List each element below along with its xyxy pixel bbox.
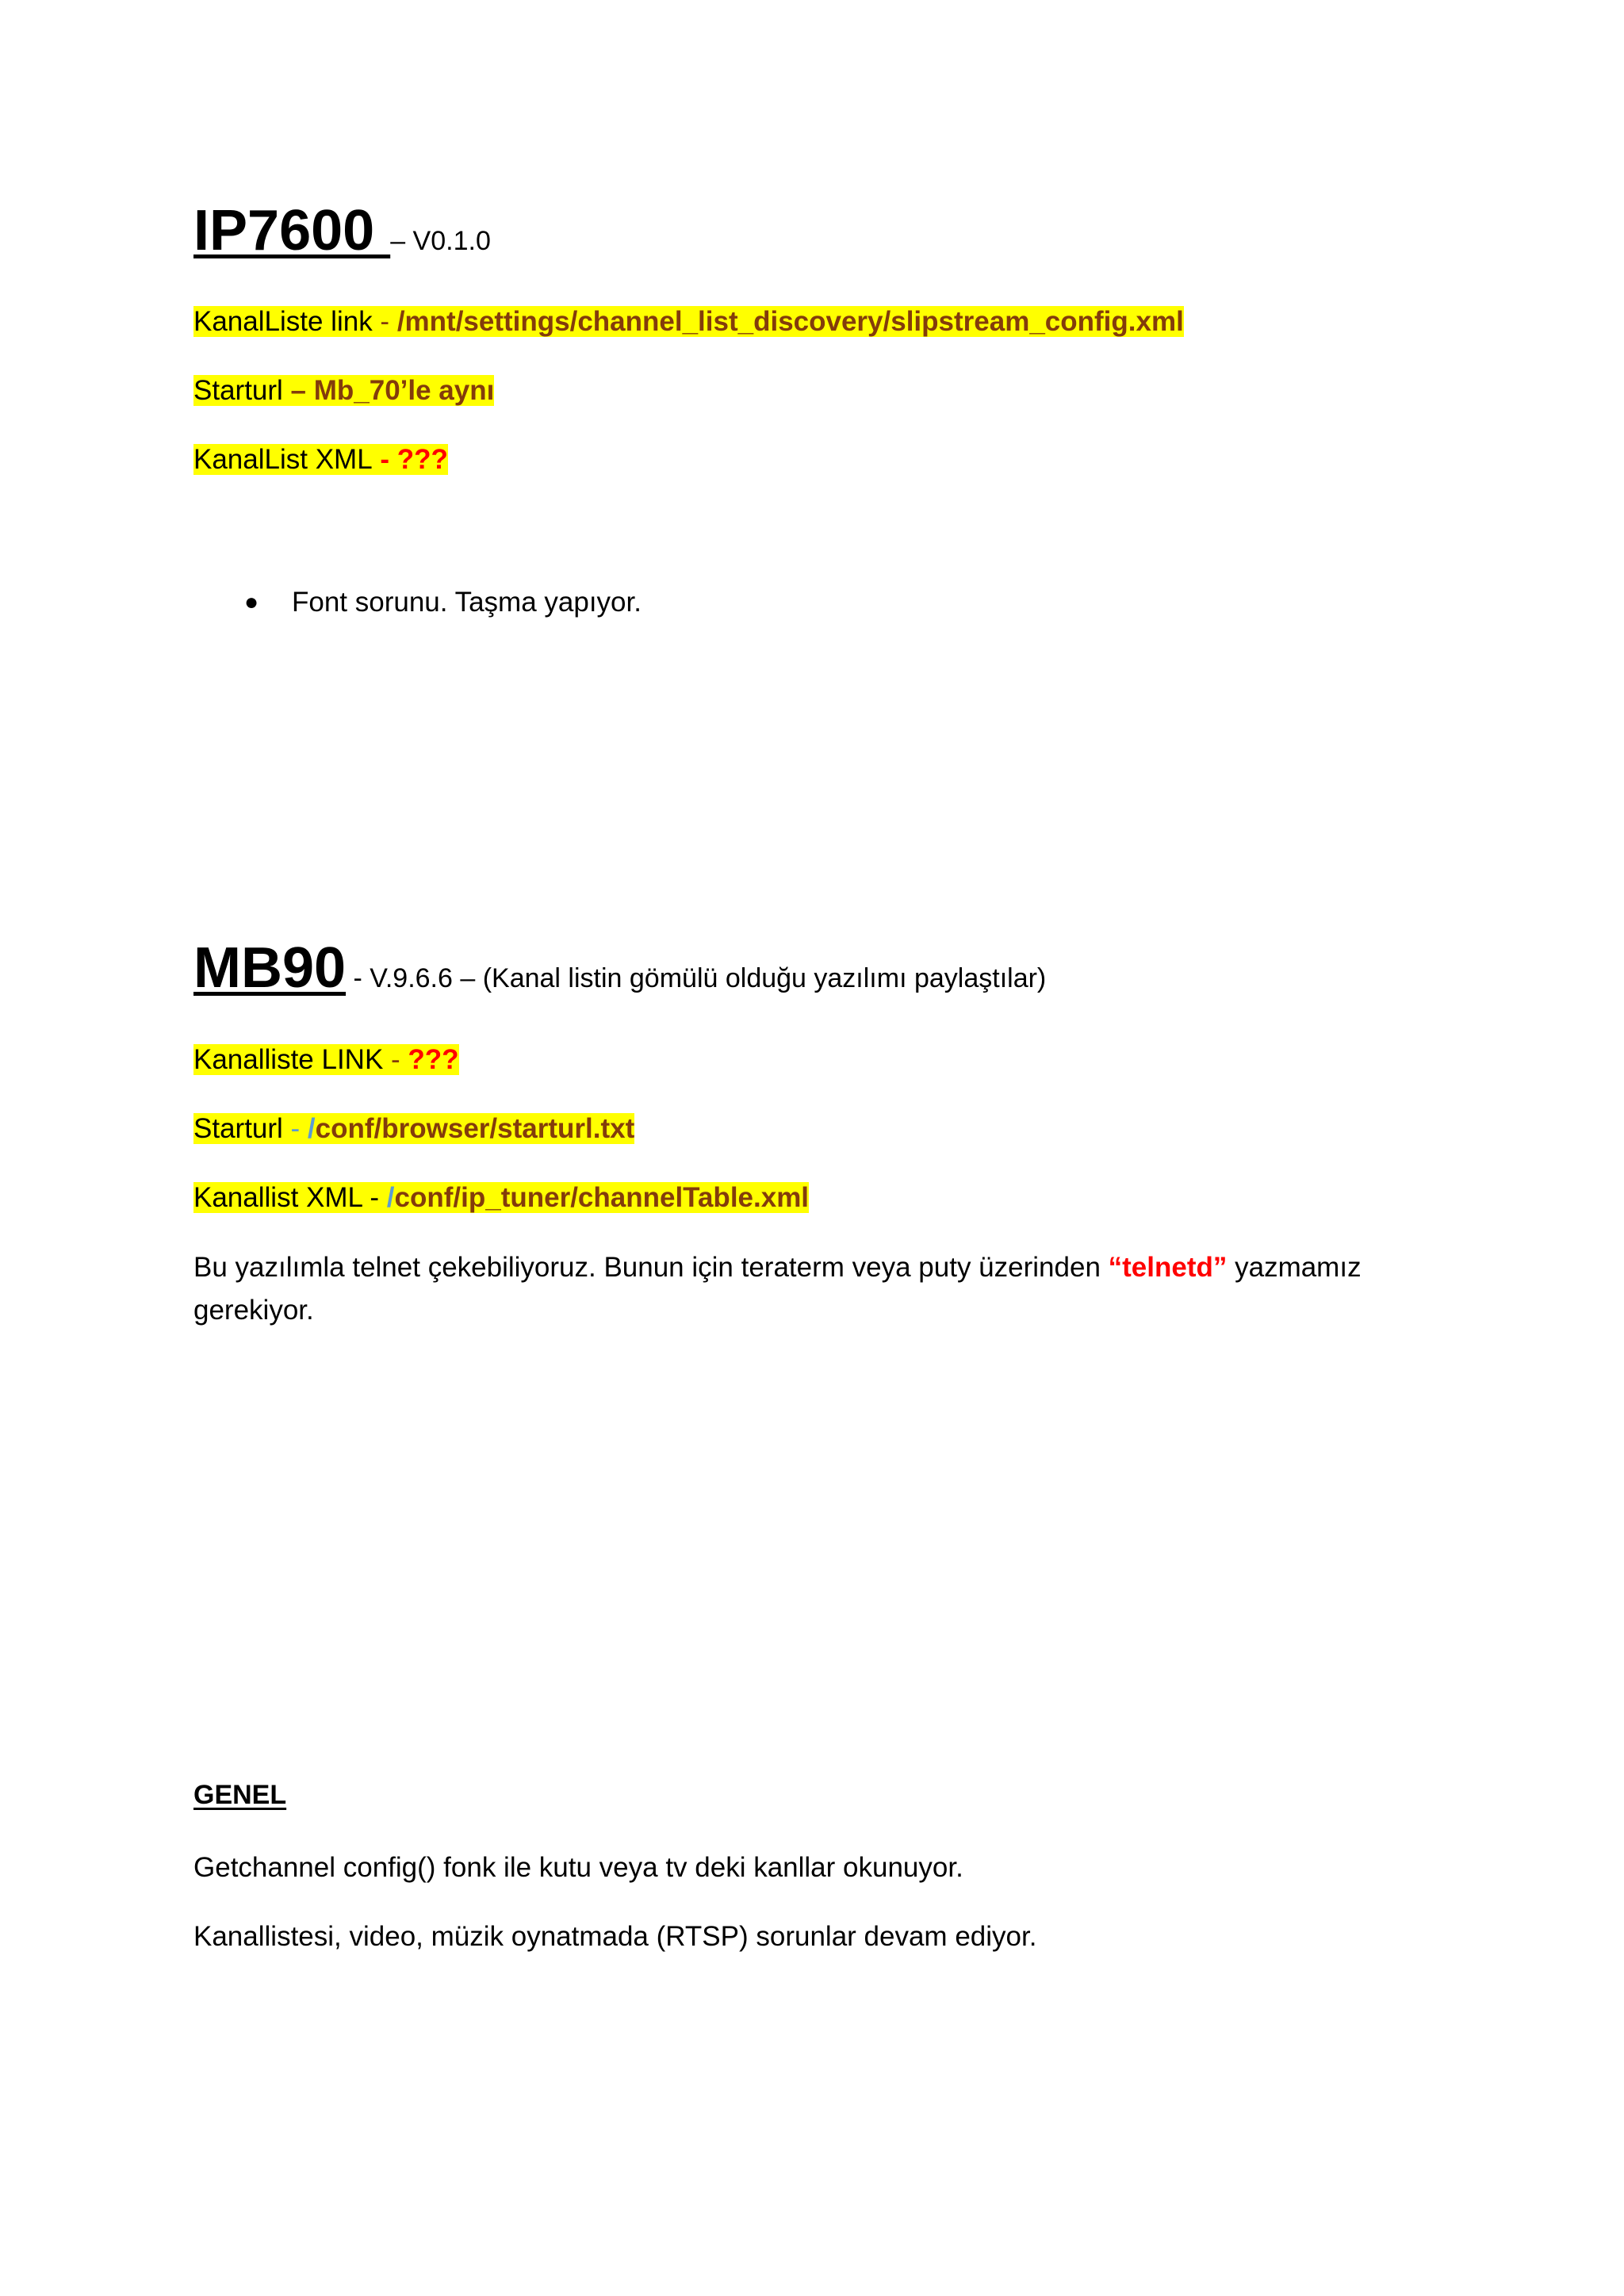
mb90-title: MB90 bbox=[193, 936, 347, 1000]
genel-line-1: Getchannel config() fonk ile kutu veya tv deki kanllar okunuyor. bbox=[193, 1852, 963, 1883]
ip7600-kanalliste-label: KanalListe link bbox=[193, 306, 373, 337]
ip7600-kanallist-xml-highlight bbox=[193, 444, 448, 475]
ip7600-heading-row bbox=[193, 198, 491, 263]
mb90-telnet-text-2: yazmamız gerekiyor. bbox=[193, 1252, 1362, 1326]
mb90-telnet-text-1: Bu yazılımla telnet çekebiliyoruz. Bunun için teraterm veya puty üzerinden bbox=[193, 1252, 1109, 1283]
mb90-kanalliste-value: ??? bbox=[408, 1044, 459, 1075]
mb90-starturl-line bbox=[193, 1111, 634, 1147]
mb90-kanalliste-sep: - bbox=[383, 1044, 408, 1075]
ip7600-kanalliste-highlight bbox=[193, 306, 1184, 337]
mb90-starturl-sep: - bbox=[282, 1113, 308, 1144]
ip7600-kanallist-xml-line bbox=[193, 442, 448, 478]
mb90-kanalliste-highlight bbox=[193, 1044, 459, 1075]
ip7600-starturl-highlight bbox=[193, 375, 494, 406]
mb90-starturl-value: conf/browser/starturl.txt bbox=[315, 1113, 635, 1144]
ip7600-title: IP7600 bbox=[193, 199, 391, 262]
ip7600-starturl-value: Mb_70’le aynı bbox=[313, 375, 495, 406]
mb90-starturl-slash: / bbox=[307, 1113, 316, 1144]
ip7600-starturl-label: Starturl bbox=[193, 375, 283, 406]
mb90-kanalliste-label: Kanalliste LINK bbox=[193, 1044, 384, 1075]
bullet-dot-icon: ● bbox=[244, 589, 259, 615]
ip7600-kanallist-xml-sep: - bbox=[372, 444, 397, 475]
mb90-telnet-paragraph bbox=[193, 1246, 1399, 1332]
mb90-starturl-label: Starturl bbox=[193, 1113, 283, 1144]
mb90-heading-row bbox=[193, 936, 1046, 1001]
ip7600-bullet-text: Font sorunu. Taşma yapıyor. bbox=[292, 587, 642, 618]
ip7600-starturl-line bbox=[193, 373, 494, 409]
mb90-starturl-highlight bbox=[193, 1113, 634, 1144]
ip7600-version: – V0.1.0 bbox=[390, 226, 491, 256]
genel-line-2: Kanallistesi, video, müzik oynatmada (RTSP) sorunlar devam ediyor. bbox=[193, 1921, 1037, 1952]
mb90-kanalliste-line bbox=[193, 1042, 459, 1078]
mb90-kanallist-xml-value: conf/ip_tuner/channelTable.xml bbox=[394, 1182, 810, 1213]
ip7600-kanallist-xml-label: KanalList XML bbox=[193, 444, 373, 475]
mb90-kanallist-xml-label: Kanallist XML bbox=[193, 1182, 362, 1213]
ip7600-kanalliste-sep: - bbox=[372, 306, 397, 337]
mb90-telnet-command: “telnetd” bbox=[1108, 1252, 1228, 1283]
mb90-kanallist-xml-slash: / bbox=[386, 1182, 395, 1213]
mb90-kanallist-xml-highlight bbox=[193, 1182, 809, 1213]
ip7600-kanallist-xml-value: ??? bbox=[396, 444, 448, 475]
ip7600-kanalliste-value: /mnt/settings/channel_list_discovery/slipstream_config.xml bbox=[396, 306, 1184, 337]
mb90-version: - V.9.6.6 – (Kanal listin gömülü olduğu yazılımı paylaştılar) bbox=[346, 963, 1047, 993]
ip7600-bullet-item bbox=[193, 584, 907, 624]
mb90-kanallist-xml-line bbox=[193, 1180, 809, 1216]
mb90-kanallist-xml-sep: - bbox=[362, 1182, 387, 1213]
ip7600-kanalliste-line bbox=[193, 304, 1184, 340]
ip7600-starturl-sep: – bbox=[282, 375, 314, 406]
genel-heading: GENEL bbox=[193, 1780, 287, 1810]
